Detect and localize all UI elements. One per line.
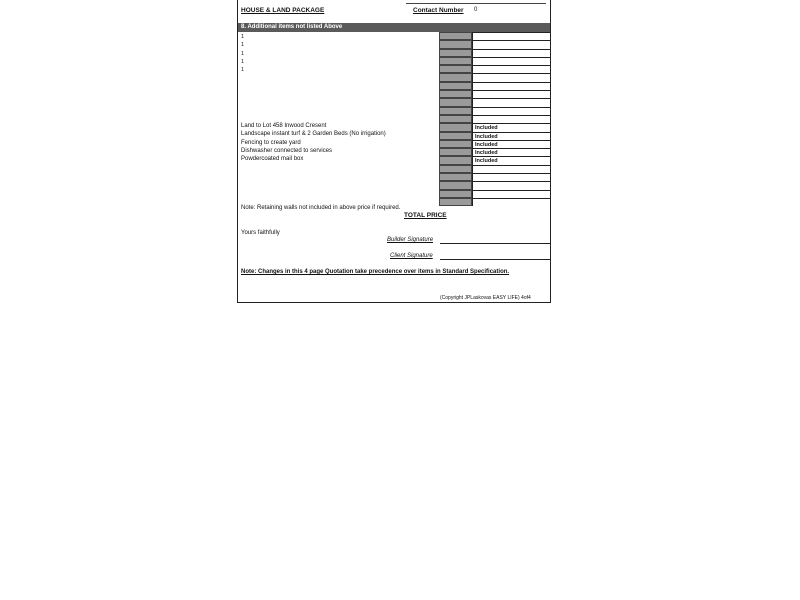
builder-signature-label: Builder Signature [387,237,434,243]
grid-row [439,57,551,65]
item-value: Included [472,156,551,164]
items-list [241,122,386,163]
blank-number: 1 [241,50,245,57]
grid-row [439,90,551,98]
blank-number-column [241,33,244,74]
item-description: Land to Lot 458 Inwood Cresent [241,123,327,129]
grid-row [439,32,551,40]
contact-number-value: 0 [474,7,478,13]
grid-row [439,181,551,189]
item-description: Dishwasher connected to services [241,147,333,154]
grid-row [439,173,551,181]
copyright-text: (Copyright JPLaskovas EASY LIFE) 4of4 [440,295,531,301]
item-value: Included [472,132,551,140]
package-title: HOUSE & LAND PACKAGE [241,7,325,14]
item-description: Fencing to create yard [241,139,301,146]
grid-row [439,165,551,173]
blank-number: 1 [241,67,245,74]
item-row [439,148,551,156]
cropped-header-line [406,0,546,4]
quotation-page [237,0,551,303]
grid-row [439,98,551,106]
item-value: Included [472,148,551,156]
grid-row [439,107,551,115]
grid-row [439,190,551,198]
grid-row [439,115,551,123]
blank-number: 1 [241,34,245,40]
price-grid [439,32,551,206]
grid-row [439,82,551,90]
grid-row [439,65,551,73]
grid-row [439,198,551,206]
item-row [439,140,551,148]
closing-text: Yours faithfully [241,230,280,236]
item-value: Included [472,123,551,131]
item-row [439,156,551,164]
client-signature-line[interactable] [440,259,550,260]
grid-row [439,49,551,57]
total-price-label: TOTAL PRICE [404,212,447,219]
blank-number: 1 [241,58,245,65]
item-row [439,123,551,131]
item-row [439,132,551,140]
item-description: Landscape instant turf & 2 Garden Beds (No irrigation) [241,131,386,138]
builder-signature-line[interactable] [440,243,550,244]
blank-number: 1 [241,42,245,49]
grid-row [439,40,551,48]
section-header: 8. Additional items not listed Above [238,23,550,32]
client-signature-label: Client Signature [390,253,433,259]
contact-number-label: Contact Number [413,7,464,14]
item-description: Powdercoated mail box [241,156,304,163]
item-value: Included [472,140,551,148]
grid-row [439,73,551,81]
retaining-walls-note: Note: Retaining walls not included in above price if required. [241,205,401,211]
precedence-note: Note: Changes in this 4 page Quotation take precedence over items in Standard Specification. [241,269,510,275]
